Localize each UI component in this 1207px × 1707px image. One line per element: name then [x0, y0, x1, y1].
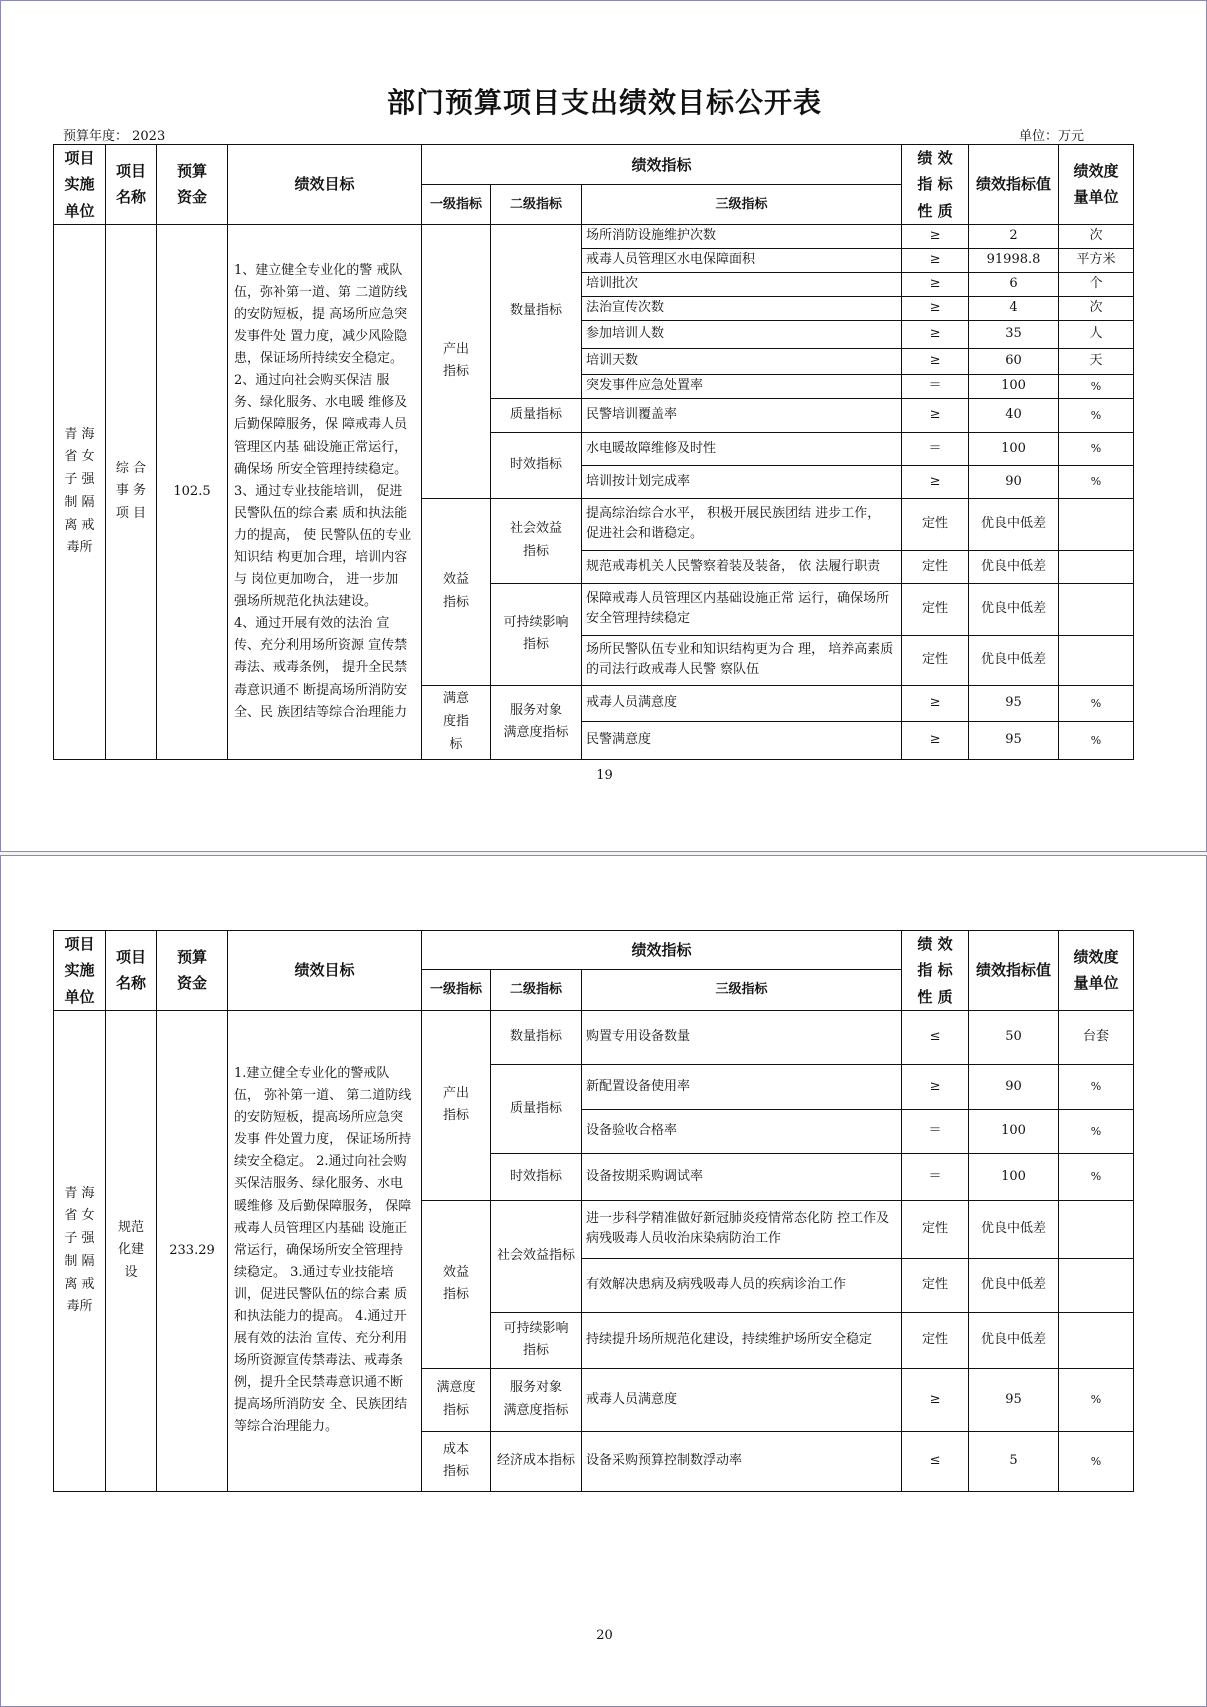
indicator-nature: ≥ [902, 465, 969, 498]
page-number: 19 [596, 768, 613, 783]
indicator-value: 4 [969, 296, 1059, 320]
subgroup-sustain: 可持续影响 指标 [491, 1312, 582, 1368]
header-nature: 绩 效 指 标 性 质 [902, 931, 969, 1011]
project-goal: 1、建立健全专业化的警 戒队伍，弥补第一道、第 二道防线的安防短板，提 高场所应急突发事件处 置力度，减少风险隐患，保证场所持续安全稳定。 2、通过向社会购买保洁 服务、绿化服务、水电暖 维修及后勤保障服务，保 障戒毒人员管理区内基 础设施正常运行，确保场 所安全管理持续稳定。 3、通过专业技能培训， 促进民警队伍的综合素 质和执法能力的提高， 使 民警队伍的专业知识结 构更加合理，培训内容与 岗位更加吻合， 进一步加 强场所规范化执法建设。 4、通过开展有效的法治 宣传、充分利用场所资源 宣传禁毒法、戒毒条例， 提升全民禁毒意识通不 断提高场所消防安全、民 族团结等综合治理能力 [228, 224, 422, 759]
indicator-l3: 购置专用设备数量 [582, 1010, 902, 1064]
header-measure: 绩效度 量单位 [1059, 145, 1134, 225]
indicator-nature: ≥ [902, 348, 969, 374]
indicator-l3: 参加培训人数 [582, 320, 902, 348]
subgroup-quantity: 数量指标 [491, 1010, 582, 1064]
header-name: 项目 名称 [106, 145, 157, 225]
indicator-value: 95 [969, 721, 1059, 759]
indicator-l3: 突发事件应急处置率 [582, 374, 902, 398]
indicator-nature: ＝ [902, 432, 969, 465]
indicator-value: 优良中低差 [969, 498, 1059, 550]
indicator-nature: 定性 [902, 635, 969, 685]
subgroup-timeliness: 时效指标 [491, 1153, 582, 1200]
indicator-l3: 新配置设备使用率 [582, 1064, 902, 1109]
subgroup-social: 社会效益指标 [491, 1200, 582, 1312]
indicator-nature: ≥ [902, 272, 969, 296]
header-name: 项目 名称 [106, 931, 157, 1011]
indicator-measure: % [1059, 1431, 1134, 1491]
indicator-measure: % [1059, 685, 1134, 721]
indicator-value: 60 [969, 348, 1059, 374]
indicator-nature: ≥ [902, 398, 969, 432]
header-nature: 绩 效 指 标 性 质 [902, 145, 969, 225]
project-name: 规范 化建 设 [106, 1010, 157, 1491]
indicator-l3: 民警培训覆盖率 [582, 398, 902, 432]
indicator-l3: 培训天数 [582, 348, 902, 374]
indicator-measure [1059, 498, 1134, 550]
indicator-value: 优良中低差 [969, 635, 1059, 685]
indicator-measure: % [1059, 398, 1134, 432]
indicator-l3: 设备验收合格率 [582, 1109, 902, 1153]
subgroup-social: 社会效益 指标 [491, 498, 582, 583]
indicator-nature: ≥ [902, 296, 969, 320]
subgroup-quality: 质量指标 [491, 398, 582, 432]
header-level1: 一级指标 [422, 185, 491, 224]
indicator-nature: ≤ [902, 1010, 969, 1064]
subgroup-sustain: 可持续影响 指标 [491, 583, 582, 685]
header-level3: 三级指标 [582, 185, 902, 224]
indicator-measure [1059, 635, 1134, 685]
unit-label: 单位：万元 [1019, 129, 1085, 144]
indicator-value: 优良中低差 [969, 1258, 1059, 1312]
project-unit: 青 海 省 女 子 强 制 隔 离 戒 毒所 [54, 224, 106, 759]
indicator-measure: 个 [1059, 272, 1134, 296]
indicator-measure: 台套 [1059, 1010, 1134, 1064]
indicator-value: 35 [969, 320, 1059, 348]
indicator-l3: 戒毒人员满意度 [582, 1368, 902, 1431]
subgroup-timeliness: 时效指标 [491, 432, 582, 498]
indicator-nature: 定性 [902, 498, 969, 550]
indicator-l3: 规范戒毒机关人民警察着装及装备， 依 法履行职责 [582, 550, 902, 583]
indicator-value: 40 [969, 398, 1059, 432]
indicator-measure: % [1059, 465, 1134, 498]
indicator-measure [1059, 1200, 1134, 1258]
indicator-value: 100 [969, 1109, 1059, 1153]
indicator-nature: ≥ [902, 1368, 969, 1431]
indicator-measure: 次 [1059, 224, 1134, 248]
header-value: 绩效指标值 [969, 145, 1059, 225]
header-unit: 项目 实施 单位 [54, 931, 106, 1011]
indicator-nature: ≥ [902, 721, 969, 759]
indicator-l3: 有效解决患病及病残吸毒人员的疾病诊治工作 [582, 1258, 902, 1312]
group-cost: 成本 指标 [422, 1431, 491, 1491]
indicator-l3: 培训按计划完成率 [582, 465, 902, 498]
budget-year: 预算年度： 2023 [63, 129, 166, 144]
indicator-l3: 培训批次 [582, 272, 902, 296]
indicator-value: 50 [969, 1010, 1059, 1064]
page-title: 部门预算项目支出绩效目标公开表 [386, 86, 822, 119]
indicator-value: 95 [969, 685, 1059, 721]
indicator-l3: 戒毒人员管理区水电保障面积 [582, 248, 902, 272]
indicator-measure: 天 [1059, 348, 1134, 374]
indicator-measure: % [1059, 1368, 1134, 1431]
page-number: 20 [596, 1628, 613, 1643]
group-output: 产出 指标 [422, 1010, 491, 1200]
project-goal: 1.建立健全专业化的警戒队伍， 弥补第一道、 第二道防线的安防短板，提高场所应急突发事 件处置力度， 保证场所持续安全稳定。 2.通过向社会购买保洁服务、绿化服务、水电暖维修 及后勤保障服务， 保障戒毒人员管理区内基础 设施正常运行，确保场所安全管理持续稳定。 3.通过专业技能培训，促进民警队伍的综合素 质和执法能力的提高。 4.通过开展有效的法治 宣传、充分利用场所资源宣传禁毒法、戒毒条 例，提升全民禁毒意识通不断提高场所消防安 全、民族团结等综合治理能力。 [228, 1010, 422, 1491]
indicator-l3: 水电暖故障维修及时性 [582, 432, 902, 465]
indicator-nature: ≥ [902, 224, 969, 248]
indicator-measure: % [1059, 721, 1134, 759]
indicator-nature: 定性 [902, 1258, 969, 1312]
indicator-measure: 次 [1059, 296, 1134, 320]
indicator-measure: 人 [1059, 320, 1134, 348]
indicator-value: 100 [969, 1153, 1059, 1200]
header-level3: 三级指标 [582, 969, 902, 1010]
indicator-measure: % [1059, 1109, 1134, 1153]
group-satisfaction: 满意 度指 标 [422, 685, 491, 759]
indicator-measure [1059, 1258, 1134, 1312]
project-budget: 233.29 [157, 1010, 228, 1491]
indicator-l3: 场所民警队伍专业和知识结构更为合 理， 培养高素质的司法行政戒毒人民警 察队伍 [582, 635, 902, 685]
indicator-measure [1059, 550, 1134, 583]
indicator-nature: ≥ [902, 320, 969, 348]
group-benefit: 效益 指标 [422, 1200, 491, 1368]
indicator-measure [1059, 1312, 1134, 1368]
indicator-measure [1059, 583, 1134, 635]
indicator-measure: % [1059, 432, 1134, 465]
header-measure: 绩效度 量单位 [1059, 931, 1134, 1011]
indicator-value: 90 [969, 465, 1059, 498]
indicator-nature: ＝ [902, 1153, 969, 1200]
indicator-value: 优良中低差 [969, 583, 1059, 635]
indicator-value: 5 [969, 1431, 1059, 1491]
indicator-nature: ≤ [902, 1431, 969, 1491]
indicator-nature: ≥ [902, 248, 969, 272]
indicator-l3: 民警满意度 [582, 721, 902, 759]
indicator-l3: 保障戒毒人员管理区内基础设施正常 运行，确保场所安全管理持续稳定 [582, 583, 902, 635]
page-19 [0, 0, 1207, 852]
subgroup-service: 服务对象 满意度指标 [491, 685, 582, 759]
indicator-value: 优良中低差 [969, 1312, 1059, 1368]
header-level1: 一级指标 [422, 969, 491, 1010]
project-name: 综 合 事 务 项 目 [106, 224, 157, 759]
subgroup-service: 服务对象 满意度指标 [491, 1368, 582, 1431]
indicator-value: 100 [969, 374, 1059, 398]
group-benefit: 效益 指标 [422, 498, 491, 685]
indicator-nature: 定性 [902, 1312, 969, 1368]
indicator-measure: % [1059, 1153, 1134, 1200]
subgroup-quantity: 数量指标 [491, 224, 582, 398]
indicator-l3: 进一步科学精准做好新冠肺炎疫情常态化防 控工作及病残吸毒人员收治床染病防治工作 [582, 1200, 902, 1258]
indicator-value: 91998.8 [969, 248, 1059, 272]
header-level2: 二级指标 [491, 969, 582, 1010]
indicator-l3: 戒毒人员满意度 [582, 685, 902, 721]
indicator-nature: 定性 [902, 1200, 969, 1258]
indicator-l3: 设备按期采购调试率 [582, 1153, 902, 1200]
header-value: 绩效指标值 [969, 931, 1059, 1011]
indicator-value: 95 [969, 1368, 1059, 1431]
indicator-value: 优良中低差 [969, 1200, 1059, 1258]
subgroup-economic: 经济成本指标 [491, 1431, 582, 1491]
indicator-l3: 法治宣传次数 [582, 296, 902, 320]
indicator-value: 100 [969, 432, 1059, 465]
header-goal: 绩效目标 [228, 931, 422, 1011]
project-unit: 青 海 省 女 子 强 制 隔 离 戒 毒所 [54, 1010, 106, 1491]
indicator-measure: % [1059, 1064, 1134, 1109]
header-budget: 预算 资金 [157, 145, 228, 225]
indicator-nature: 定性 [902, 583, 969, 635]
indicator-l3: 场所消防设施维护次数 [582, 224, 902, 248]
project-budget: 102.5 [157, 224, 228, 759]
header-budget: 预算 资金 [157, 931, 228, 1011]
performance-table-1 [53, 144, 1134, 760]
performance-table-2 [53, 930, 1134, 1492]
header-unit: 项目 实施 单位 [54, 145, 106, 225]
group-satisfaction: 满意度 指标 [422, 1368, 491, 1431]
indicator-value: 优良中低差 [969, 550, 1059, 583]
indicator-value: 90 [969, 1064, 1059, 1109]
indicator-value: 2 [969, 224, 1059, 248]
indicator-nature: 定性 [902, 550, 969, 583]
header-indicators: 绩效指标 [422, 931, 902, 970]
indicator-measure: 平方米 [1059, 248, 1134, 272]
indicator-l3: 持续提升场所规范化建设，持续维护场所安全稳定 [582, 1312, 902, 1368]
header-goal: 绩效目标 [228, 145, 422, 225]
group-output: 产出 指标 [422, 224, 491, 498]
indicator-nature: ≥ [902, 1064, 969, 1109]
indicator-value: 6 [969, 272, 1059, 296]
page-20 [0, 855, 1207, 1707]
indicator-nature: ＝ [902, 1109, 969, 1153]
indicator-l3: 提高综治综合水平， 积极开展民族团结 进步工作， 促进社会和谐稳定。 [582, 498, 902, 550]
indicator-nature: ＝ [902, 374, 969, 398]
header-indicators: 绩效指标 [422, 145, 902, 185]
subgroup-quality: 质量指标 [491, 1064, 582, 1153]
indicator-measure: % [1059, 374, 1134, 398]
header-level2: 二级指标 [491, 185, 582, 224]
indicator-nature: ≥ [902, 685, 969, 721]
indicator-l3: 设备采购预算控制数浮动率 [582, 1431, 902, 1491]
